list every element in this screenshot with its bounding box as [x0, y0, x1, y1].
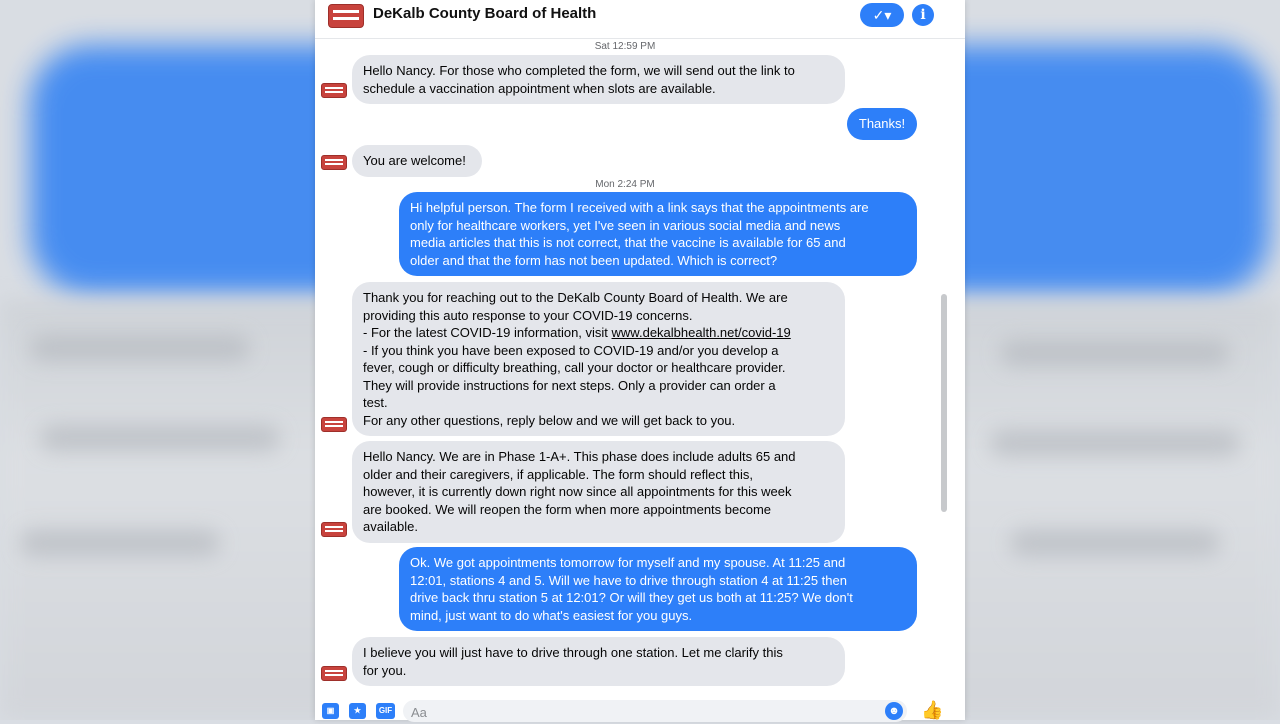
timestamp: Mon 2:24 PM: [595, 179, 655, 190]
blurred-text-line: [40, 425, 280, 451]
message-text: fever, cough or difficulty breathing, call your doctor or healthcare provider.: [363, 360, 786, 375]
chat-header: [315, 0, 965, 39]
message-outgoing: [847, 108, 917, 140]
message-text: providing this auto response to your COVID-19 concerns.: [363, 307, 693, 323]
message-text: schedule a vaccination appointment when slots are available.: [363, 80, 716, 96]
message-input[interactable]: [403, 700, 853, 724]
sticker-icon[interactable]: ★: [349, 703, 366, 719]
message-text: They will provide instructions for next steps. Only a provider can order a: [363, 377, 776, 393]
message-text: mind, just want to do what's easiest for you guys.: [410, 607, 693, 623]
message-text: media articles that this is not correct, that the vaccine is available for 65 and: [410, 235, 846, 250]
message-text: You are welcome!: [363, 153, 466, 168]
message-text: I believe you will just have to drive through one station. Let me clarify this: [363, 645, 783, 660]
message-text: test.: [363, 395, 388, 410]
message-text: only for healthcare workers, yet I've seen in various social media and news: [410, 217, 841, 233]
org-logo: [328, 4, 364, 28]
emoji-icon[interactable]: ☻: [885, 702, 903, 720]
message-incoming: [352, 637, 845, 686]
blurred-text-line: [990, 430, 1240, 456]
message-composer: [315, 694, 965, 720]
message-incoming: [352, 55, 845, 104]
message-text: - If you think you have been exposed to COVID-19 and/or you develop a: [363, 342, 779, 358]
message-text: Thank you for reaching out to the DeKalb County Board of Health. We are: [363, 290, 788, 305]
message-text: Hello Nancy. For those who completed the form, we will send out the link to: [363, 63, 795, 78]
message-incoming: [352, 282, 845, 436]
scrollbar[interactable]: [941, 294, 947, 512]
message-text: older and their caregivers, if applicable. The form should reflect this,: [363, 466, 753, 482]
sender-avatar: [321, 155, 347, 170]
blurred-text-line: [30, 335, 250, 361]
info-icon[interactable]: i: [912, 4, 934, 26]
message-text: for you.: [363, 662, 407, 678]
gif-icon[interactable]: GIF: [376, 703, 395, 719]
timestamp: Sat 12:59 PM: [594, 41, 656, 52]
message-outgoing: [399, 192, 917, 276]
blurred-text-line: [20, 530, 220, 556]
blurred-text-line: [1010, 530, 1220, 556]
message-text: 12:01, stations 4 and 5. Will we have to drive through station 4 at 11:25 then: [410, 572, 847, 588]
chat-title: DeKalb County Board of Health: [373, 5, 597, 22]
check-dropdown-button[interactable]: ✓▾: [860, 3, 904, 27]
message-text: Hello Nancy. We are in Phase 1-A+. This phase does include adults 65 and: [363, 449, 796, 464]
sender-avatar: [321, 83, 347, 98]
message-text: Ok. We got appointments tomorrow for myself and my spouse. At 11:25 and: [410, 555, 846, 570]
sender-avatar: [321, 522, 347, 537]
message-input-box[interactable]: [403, 700, 907, 722]
sender-avatar: [321, 666, 347, 681]
message-incoming: [352, 441, 845, 543]
message-text: however, it is currently down right now since all appointments for this week: [363, 484, 792, 499]
message-outgoing: [399, 547, 917, 631]
photo-icon[interactable]: ▣: [322, 703, 339, 719]
message-text: drive back thru station 5 at 12:01? Or will they get us both at 11:25? We don't: [410, 590, 853, 605]
message-text: For any other questions, reply below and we will get back to you.: [363, 412, 736, 428]
blurred-text-line: [1000, 340, 1230, 366]
message-text: available.: [363, 519, 418, 534]
message-text-with-link: [363, 324, 834, 342]
message-text: older and that the form has not been updated. Which is correct?: [410, 252, 778, 268]
sender-avatar: [321, 417, 347, 432]
thumbs-up-icon[interactable]: 👍: [921, 700, 944, 720]
message-incoming: [352, 145, 482, 177]
messenger-window: [315, 0, 965, 720]
message-text: Thanks!: [858, 116, 906, 131]
covid-info-link[interactable]: www.dekalbhealth.net/covid-19: [611, 325, 791, 340]
message-text: are booked. We will reopen the form when more appointments become: [363, 501, 772, 517]
message-text: - For the latest COVID-19 information, visit: [363, 325, 612, 340]
message-text: Hi helpful person. The form I received with a link says that the appointments are: [410, 200, 869, 215]
